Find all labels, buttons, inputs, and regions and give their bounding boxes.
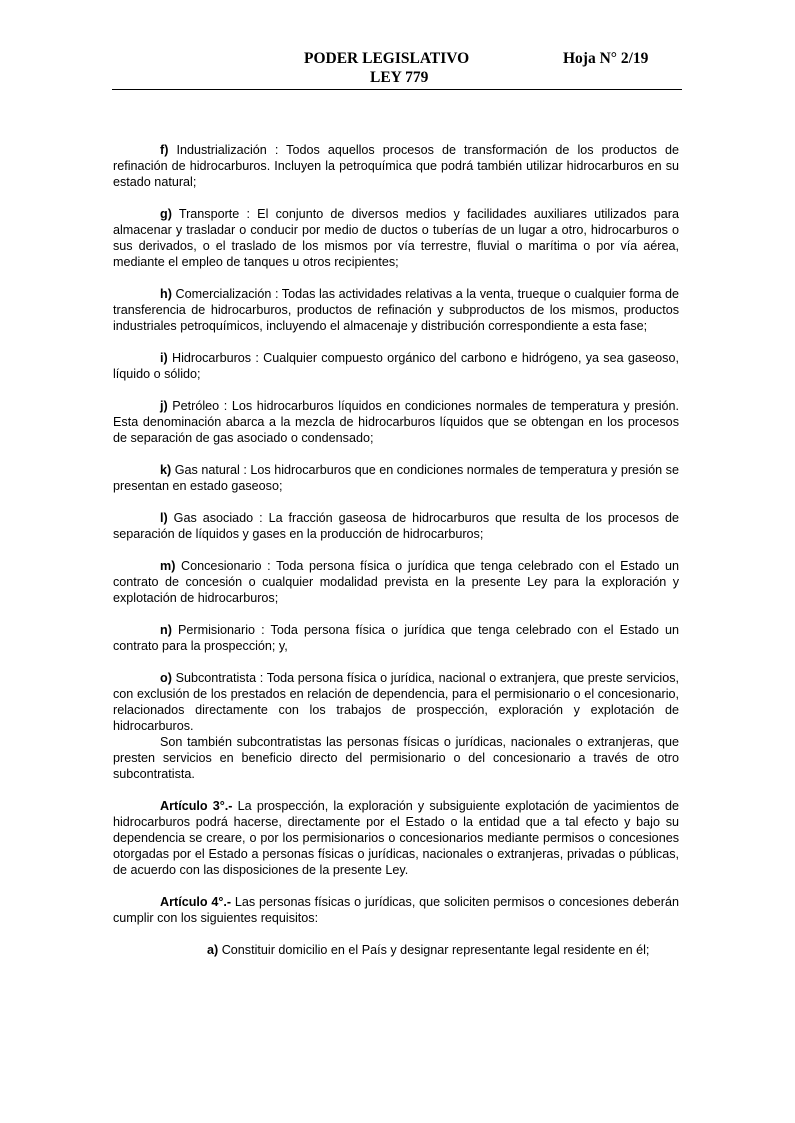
item-label: i): [160, 351, 168, 365]
item-label: h): [160, 287, 172, 301]
item-text: Son también subcontratistas las personas físicas o jurídicas, nacionales o extranjeras, que presten servicios en beneficio directo del permisionario o del concesionario a través de otro subcontratista.: [113, 735, 679, 781]
item-text: Constituir domicilio en el País y designar representante legal residente en él;: [218, 943, 650, 957]
item-text: Gas asociado : La fracción gaseosa de hidrocarburos que resulta de los procesos de separación de líquidos y gases en la producción de hidrocarburos;: [113, 511, 679, 541]
item-text: Petróleo : Los hidrocarburos líquidos en condiciones normales de temperatura y presión. Esta denominación abarca a la mezcla de hidrocarburos líquidos que se obtengan en los procesos de separación de gas asociado o condensado;: [113, 399, 679, 445]
page-header: [112, 46, 682, 90]
paragraph-g: [113, 206, 679, 270]
item-text: Industrialización : Todos aquellos procesos de transformación de los productos de refinación de hidrocarburos. Incluyen la petroquímica que podrá también utilizar hidrocarburos en su estado natural;: [113, 143, 679, 189]
item-label: k): [160, 463, 172, 477]
paragraph-n: [113, 622, 679, 654]
item-label: f): [160, 143, 169, 157]
paragraph-l: [113, 510, 679, 542]
item-label: n): [160, 623, 172, 637]
item-text: Permisionario : Toda persona física o jurídica que tenga celebrado con el Estado un contrato para la prospección; y,: [113, 623, 679, 653]
paragraph-j: [113, 398, 679, 446]
item-text: Hidrocarburos : Cualquier compuesto orgánico del carbono e hidrógeno, ya sea gaseoso, líquido o sólido;: [113, 351, 679, 381]
paragraph-h: [113, 286, 679, 334]
paragraph-f: [113, 142, 679, 190]
document-body: [113, 142, 679, 974]
paragraph-m: [113, 558, 679, 606]
article-text: Las personas físicas o jurídicas, que soliciten permisos o concesiones deberán cumplir con los siguientes requisitos:: [113, 895, 679, 925]
paragraph-o: [113, 670, 679, 734]
article-label: Artículo 3°.-: [160, 799, 233, 813]
article-3: [113, 798, 679, 878]
paragraph-k: [113, 462, 679, 494]
article-text: La prospección, la exploración y subsiguiente explotación de yacimientos de hidrocarburos podrá hacerse, directamente por el Estado o la entidad que a tal efecto y bajo su dependencia se creare, o por los permisionarios o concesionarios mediante permisos o concesiones otorgadas por el Estado a personas físicas o jurídicas, nacionales o extranjeras, privadas o públicas, de acuerdo con las disposiciones de la presente Ley.: [113, 799, 679, 877]
paragraph-o-continuation: [113, 734, 679, 782]
item-label: j): [160, 399, 168, 413]
item-text: Transporte : El conjunto de diversos medios y facilidades auxiliares utilizados para almacenar y trasladar o conducir por medio de ductos o tuberías de un lugar a otro, hidrocarburos o sus derivados, o el traslado de los mismos por vía terrestre, fluvial o marítima o por vía aérea, mediante el empleo de tanques u otros recipientes;: [113, 207, 679, 269]
article-label: Artículo 4°.-: [160, 895, 232, 909]
item-label: g): [160, 207, 172, 221]
law-number: LEY 779: [370, 69, 429, 86]
item-label: m): [160, 559, 176, 573]
item-text: Subcontratista : Toda persona física o jurídica, nacional o extranjera, que preste servicios, con exclusión de los prestados en relación de dependencia, para el permisionario o el concesionario, relacionados directamente con los trabajos de prospección, exploración y explotación de hidrocarburos.: [113, 671, 679, 733]
item-label: a): [207, 943, 219, 957]
paragraph-i: [113, 350, 679, 382]
article-4: [113, 894, 679, 926]
item-label: l): [160, 511, 168, 525]
header-title: PODER LEGISLATIVO: [304, 50, 470, 67]
requirement-a: [113, 942, 679, 958]
item-text: Concesionario : Toda persona física o jurídica que tenga celebrado con el Estado un contrato de concesión o cualquier modalidad prevista en la presente Ley para la exploración y explotación de hidrocarburos;: [113, 559, 679, 605]
item-text: Comercialización : Todas las actividades relativas a la venta, trueque o cualquier forma de transferencia de hidrocarburos, productos de refinación y subproductos de los mismos, productos industriales petroquímicos, incluyendo el almacenaje y distribución correspondiente a esta fase;: [113, 287, 679, 333]
item-label: o): [160, 671, 172, 685]
sheet-number: Hoja N° 2/19: [563, 50, 649, 67]
item-text: Gas natural : Los hidrocarburos que en condiciones normales de temperatura y presión se presentan en estado gaseoso;: [113, 463, 679, 493]
